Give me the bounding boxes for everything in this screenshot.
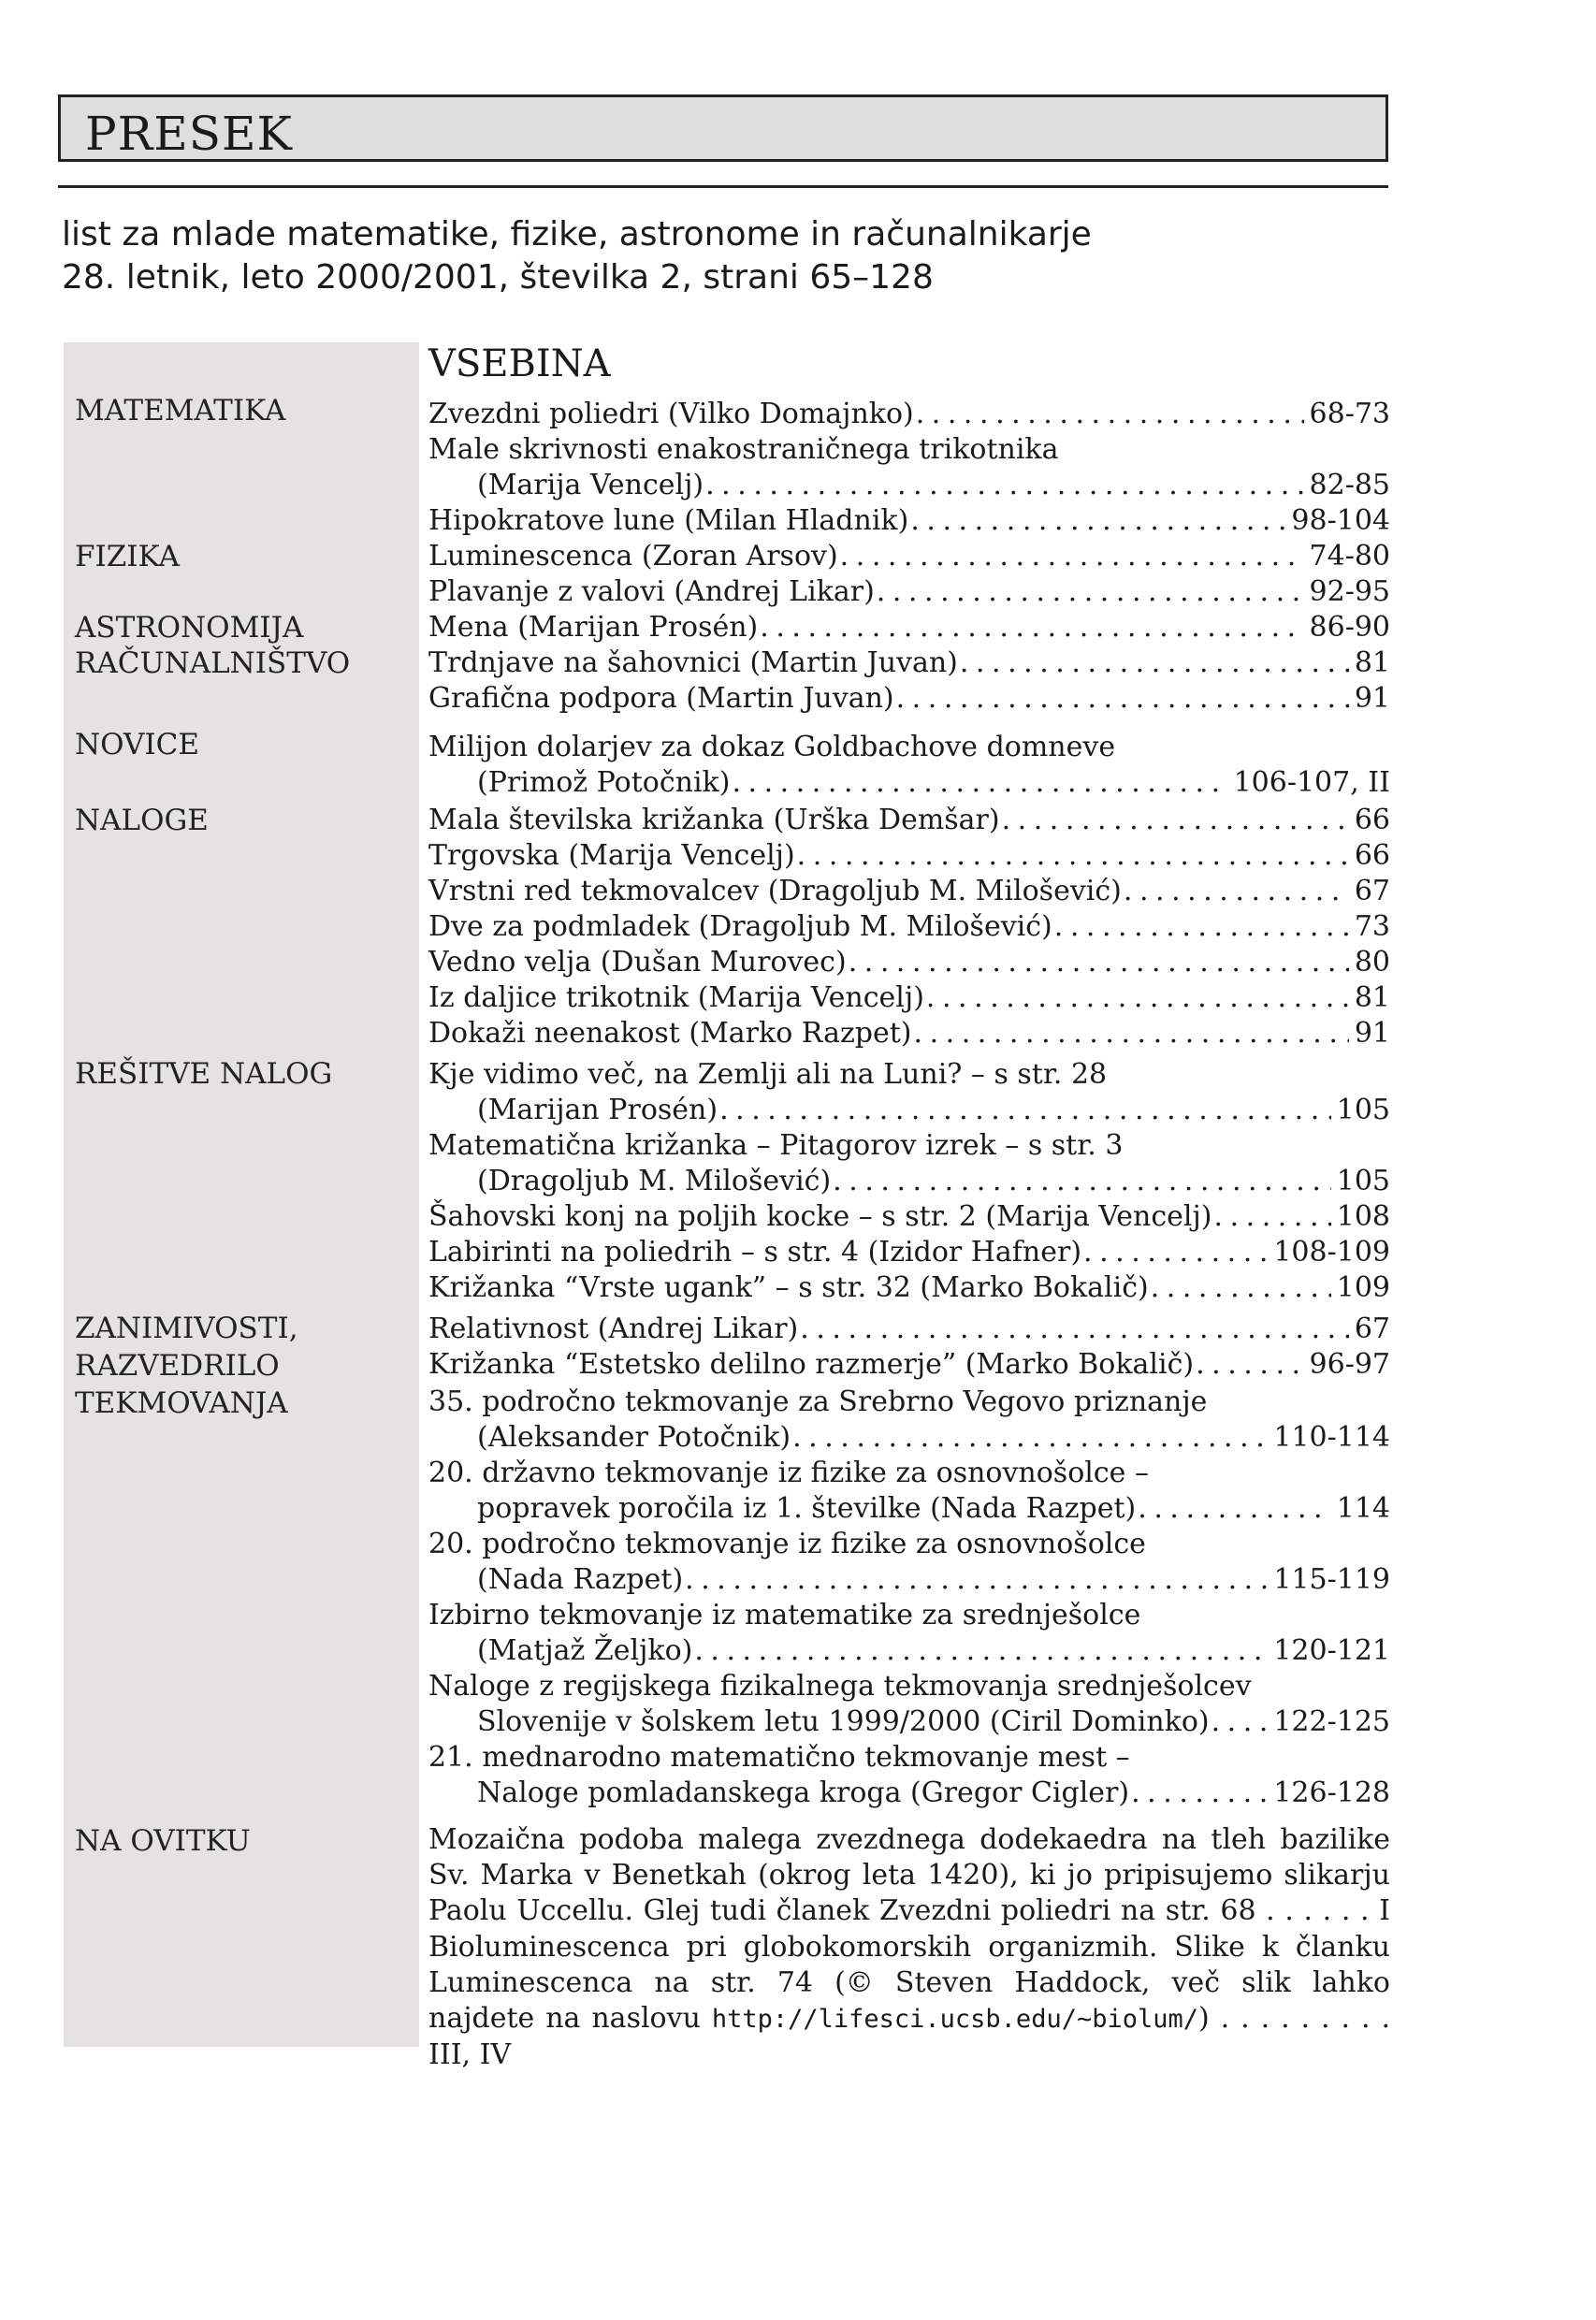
dot-leader xyxy=(792,1420,1268,1456)
entry-page: 80 xyxy=(1354,946,1390,979)
cover-page-ref-2: III, IV xyxy=(428,2038,512,2072)
subtitle-line-2: 28. letnik, leto 2000/2001, številka 2, strani 65–128 xyxy=(62,258,934,297)
entry-title: 20. področno tekmovanje iz fizike za osnovnošolce xyxy=(428,1528,1146,1560)
dot-leader xyxy=(926,980,1349,1016)
entry-title: Naloge pomladanskega kroga (Gregor Cigler) xyxy=(477,1776,1130,1809)
entry-title: Trdnjave na šahovnici (Martin Juvan) xyxy=(428,646,958,679)
toc-entry xyxy=(428,1527,1390,1562)
dot-leader xyxy=(719,1093,1331,1128)
toc-entry xyxy=(477,1164,1390,1199)
dot-leader xyxy=(1083,1235,1268,1270)
dot-leader xyxy=(877,574,1304,610)
cover-url: http://lifesci.ucsb.edu/~biolum/ xyxy=(711,2005,1198,2035)
entry-page: 98-104 xyxy=(1291,504,1390,537)
dot-leader xyxy=(685,1562,1268,1598)
entry-page: 126-128 xyxy=(1273,1776,1390,1809)
category-na-ovitku: NA OVITKU xyxy=(75,1824,251,1858)
dot-leader: . . . . . . . . . xyxy=(1209,2002,1390,2036)
dot-leader: . . . . . . xyxy=(1255,1894,1380,1928)
toc-entry xyxy=(477,468,1390,503)
entry-title: (Nada Razpet) xyxy=(477,1563,684,1596)
entry-page: 66 xyxy=(1354,839,1390,872)
toc-entry xyxy=(428,1128,1390,1164)
entry-title: Vedno velja (Dušan Murovec) xyxy=(428,946,847,979)
entry-title: Mala številska križanka (Urška Demšar) xyxy=(428,804,1000,836)
entry-page: 114 xyxy=(1336,1492,1390,1525)
entry-page: 82-85 xyxy=(1309,469,1390,501)
entry-title: (Marija Vencelj) xyxy=(477,469,704,501)
entry-title: Trgovska (Marija Vencelj) xyxy=(428,839,795,872)
dot-leader xyxy=(732,765,1227,801)
entry-title: (Marijan Prosén) xyxy=(477,1094,718,1126)
dot-leader xyxy=(1214,1199,1331,1235)
dot-leader xyxy=(914,1016,1349,1051)
entry-title: Luminescenca (Zoran Arsov) xyxy=(428,540,838,573)
entry-title: Križanka “Vrste ugank” – s str. 32 (Marko Bokalič) xyxy=(428,1271,1149,1304)
entry-page: 109 xyxy=(1336,1271,1390,1304)
entry-page: 81 xyxy=(1354,981,1390,1014)
cover-paragraph-2-end: ) xyxy=(1198,2002,1210,2036)
category-astronomija: ASTRONOMIJA xyxy=(75,611,304,645)
toc-entry xyxy=(428,432,1390,468)
entry-page: 81 xyxy=(1354,646,1390,679)
entry-title: 35. področno tekmovanje za Srebrno Vegovo priznanje xyxy=(428,1385,1208,1418)
category-zanimivosti: ZANIMIVOSTI, xyxy=(75,1312,298,1345)
toc-entry xyxy=(428,1199,1390,1235)
dot-leader xyxy=(1212,1704,1269,1740)
toc-entry xyxy=(477,1562,1390,1598)
toc-entry xyxy=(428,1598,1390,1633)
toc-entry xyxy=(477,1776,1390,1811)
toc-entry xyxy=(428,803,1390,838)
entry-page: 110-114 xyxy=(1273,1421,1390,1454)
entry-title: (Aleksander Potočnik) xyxy=(477,1421,791,1454)
category-tekmovanja: TEKMOVANJA xyxy=(75,1386,288,1420)
entry-title: Labirinti na poliedrih – s str. 4 (Izidor Hafner) xyxy=(428,1236,1082,1269)
dot-leader xyxy=(896,681,1349,717)
entry-page: 105 xyxy=(1336,1094,1390,1126)
entry-page: 96-97 xyxy=(1309,1348,1390,1381)
entry-page: 108-109 xyxy=(1273,1236,1390,1269)
category-matematika: MATEMATIKA xyxy=(75,394,286,428)
entry-title: Plavanje z valovi (Andrej Likar) xyxy=(428,575,875,608)
toc-entry xyxy=(477,765,1390,801)
toc-entry xyxy=(428,730,1390,765)
toc-entry xyxy=(428,503,1390,539)
entry-title: Slovenije v šolskem letu 1999/2000 (Ciril Dominko) xyxy=(477,1705,1210,1738)
dot-leader xyxy=(797,838,1349,874)
entry-title: Dokaži neenakost (Marko Razpet) xyxy=(428,1017,912,1050)
entry-title: Mena (Marijan Prosén) xyxy=(428,611,759,644)
entry-title: Milijon dolarjev za dokaz Goldbachove domneve xyxy=(428,731,1116,763)
entry-page: 67 xyxy=(1354,875,1390,907)
toc-entry xyxy=(428,1456,1390,1491)
dot-leader xyxy=(1196,1347,1303,1383)
entry-page: 86-90 xyxy=(1309,611,1390,644)
dot-leader xyxy=(705,468,1303,503)
toc-entry xyxy=(477,1420,1390,1456)
toc-entry xyxy=(428,1385,1390,1420)
toc-entry xyxy=(428,539,1390,574)
entry-title: Šahovski konj na poljih kocke – s str. 2 (Marija Vencelj) xyxy=(428,1200,1212,1233)
category-resitve-nalog: REŠITVE NALOG xyxy=(75,1057,333,1091)
entry-title: Iz daljice trikotnik (Marija Vencelj) xyxy=(428,981,924,1014)
toc-entry xyxy=(477,1633,1390,1669)
entry-page: 115-119 xyxy=(1273,1563,1390,1596)
entry-title: Vrstni red tekmovalcev (Dragoljub M. Milošević) xyxy=(428,875,1122,907)
toc-entry xyxy=(428,945,1390,980)
dot-leader xyxy=(916,397,1304,432)
toc-entry xyxy=(477,1093,1390,1128)
entry-title: Grafična podpora (Martin Juvan) xyxy=(428,682,894,715)
entry-title: Kje vidimo več, na Zemlji ali na Luni? – s str. 28 xyxy=(428,1058,1108,1091)
toc-entry xyxy=(428,645,1390,681)
toc-entry xyxy=(428,1347,1390,1383)
entry-title: Zvezdni poliedri (Vilko Domajnko) xyxy=(428,398,914,430)
entry-page: 122-125 xyxy=(1273,1705,1390,1738)
cover-paragraph-1: Mozaična podoba malega zvezdnega dodekaedra na tleh bazilike Sv. Marka v Benetkah (okrog leta 1420), ki jo pripisujemo slikarju Paolu Uccellu. Glej tudi članek Zvezdni poliedri na str. 68 xyxy=(428,1823,1390,1928)
toc-entry xyxy=(428,909,1390,945)
entry-title: Naloge z regijskega fizikalnega tekmovanja srednješolcev xyxy=(428,1670,1252,1703)
toc-entry xyxy=(428,610,1390,645)
category-razvedrilo: RAZVEDRILO xyxy=(75,1349,280,1383)
toc-entry xyxy=(428,980,1390,1016)
entry-title: Izbirno tekmovanje iz matematike za srednješolce xyxy=(428,1599,1141,1631)
dot-leader xyxy=(910,503,1285,539)
entry-page: 91 xyxy=(1354,682,1390,715)
dot-leader xyxy=(1138,1491,1330,1527)
entry-page: 91 xyxy=(1354,1017,1390,1050)
entry-page: 73 xyxy=(1354,910,1390,943)
magazine-title: PRESEK xyxy=(85,107,293,161)
entry-title: Relativnost (Andrej Likar) xyxy=(428,1312,799,1345)
entry-page: 66 xyxy=(1354,804,1390,836)
toc-entry xyxy=(428,1669,1390,1704)
entry-page: 68-73 xyxy=(1309,398,1390,430)
subtitle-line-1: list za mlade matematike, fizike, astronome in računalnikarje xyxy=(62,215,1092,254)
dot-leader xyxy=(1131,1776,1268,1811)
dot-leader xyxy=(694,1633,1268,1669)
dot-leader xyxy=(800,1312,1349,1347)
entry-page: 67 xyxy=(1354,1312,1390,1345)
entry-title: Hipokratove lune (Milan Hladnik) xyxy=(428,504,909,537)
dot-leader xyxy=(960,645,1349,681)
toc-entry xyxy=(477,1491,1390,1527)
category-fizika: FIZIKA xyxy=(75,540,180,573)
toc-entry xyxy=(428,1235,1390,1270)
toc-entry xyxy=(428,1270,1390,1306)
entry-page: 74-80 xyxy=(1309,540,1390,573)
toc-entry xyxy=(477,1704,1390,1740)
entry-page: 106-107, II xyxy=(1233,766,1390,799)
entry-page: 120-121 xyxy=(1273,1634,1390,1667)
dot-leader xyxy=(840,539,1304,574)
entry-title: (Primož Potočnik) xyxy=(477,766,731,799)
entry-title: 20. državno tekmovanje iz fizike za osnovnošolce – xyxy=(428,1457,1149,1489)
cover-description xyxy=(428,1822,1390,2073)
entry-title: Male skrivnosti enakostraničnega trikotnika xyxy=(428,433,1059,466)
entry-page: 105 xyxy=(1336,1165,1390,1197)
toc-entry xyxy=(428,1016,1390,1051)
entry-title: popravek poročila iz 1. številke (Nada Razpet) xyxy=(477,1492,1137,1525)
toc-entry xyxy=(428,397,1390,432)
entry-title: Križanka “Estetsko delilno razmerje” (Marko Bokalič) xyxy=(428,1348,1195,1381)
entry-title: Matematična križanka – Pitagorov izrek – s str. 3 xyxy=(428,1129,1124,1162)
entry-page: 108 xyxy=(1336,1200,1390,1233)
dot-leader xyxy=(1124,874,1349,909)
dot-leader xyxy=(849,945,1349,980)
toc-entry xyxy=(428,681,1390,717)
entry-page: 92-95 xyxy=(1309,575,1390,608)
category-novice: NOVICE xyxy=(75,728,199,761)
entry-title: Dve za podmladek (Dragoljub M. Milošević) xyxy=(428,910,1052,943)
cover-paragraph-2: Bioluminescenca pri globokomorskih organizmih. Slike k članku Luminescenca na str. 74 (© Steven Haddock, več slik lahko najdete na naslovu xyxy=(428,1930,1390,2036)
entry-title: 21. mednarodno matematično tekmovanje mest – xyxy=(428,1741,1130,1774)
toc-entry xyxy=(428,838,1390,874)
contents-heading: VSEBINA xyxy=(428,342,611,385)
category-racunalnistvo: RAČUNALNIŠTVO xyxy=(75,646,351,680)
toc-entry xyxy=(428,1057,1390,1093)
toc-entry xyxy=(428,874,1390,909)
cover-page-ref-1: I xyxy=(1379,1894,1390,1928)
toc-entry xyxy=(428,574,1390,610)
dot-leader xyxy=(760,610,1303,645)
toc-entry xyxy=(428,1312,1390,1347)
entry-title: (Matjaž Željko) xyxy=(477,1634,693,1667)
toc-entry xyxy=(428,1740,1390,1776)
dot-leader xyxy=(833,1164,1331,1199)
dot-leader xyxy=(1002,803,1349,838)
category-naloge: NALOGE xyxy=(75,804,209,837)
dot-leader xyxy=(1054,909,1349,945)
dot-leader xyxy=(1151,1270,1331,1306)
entry-title: (Dragoljub M. Milošević) xyxy=(477,1165,832,1197)
